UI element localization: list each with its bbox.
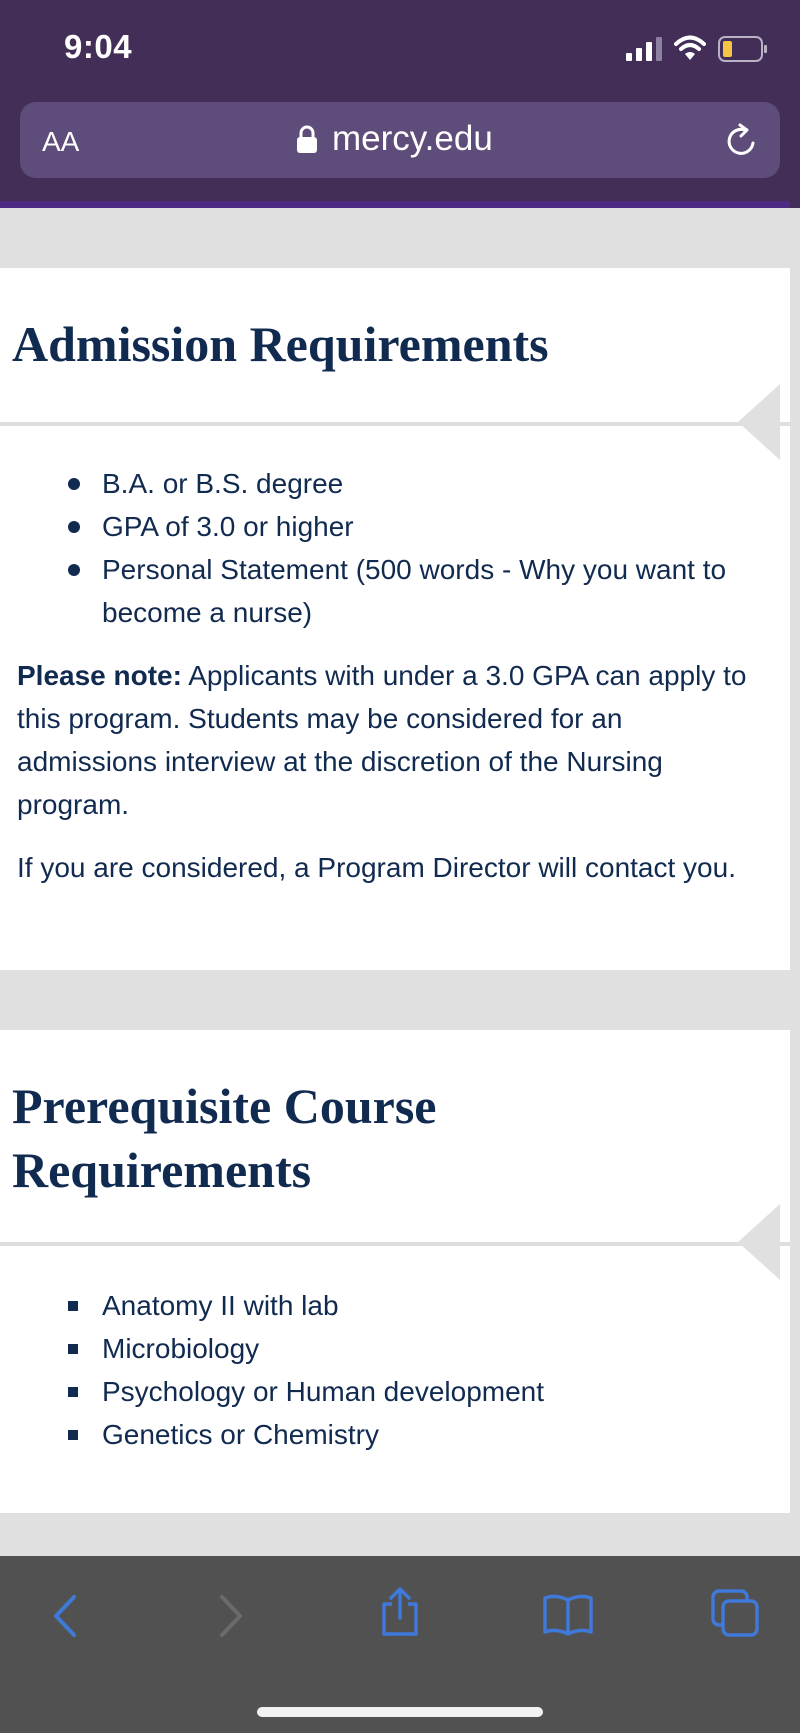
section-divider bbox=[0, 1242, 790, 1246]
share-icon[interactable] bbox=[378, 1586, 422, 1638]
section-pointer bbox=[738, 1204, 780, 1284]
gpa-note bbox=[17, 654, 757, 826]
prerequisites-section bbox=[0, 1030, 790, 1513]
header-accent-line bbox=[0, 201, 790, 208]
tabs-icon[interactable] bbox=[710, 1588, 762, 1640]
status-time: 9:04 bbox=[64, 28, 133, 65]
note-label: Please note: bbox=[17, 660, 182, 691]
contact-note: If you are considered, a Program Director will contact you. bbox=[17, 852, 736, 883]
section-divider bbox=[0, 422, 790, 426]
lock-icon bbox=[296, 124, 318, 154]
list-item: Microbiology bbox=[0, 1327, 742, 1370]
list-item: Anatomy II with lab bbox=[0, 1284, 742, 1327]
reload-icon[interactable] bbox=[723, 122, 761, 160]
forward-icon[interactable] bbox=[216, 1594, 246, 1638]
note-text: Applicants with under a 3.0 GPA can apply to this program. Students may be considered for an admissions interview at the discretion of the Nursing program. bbox=[17, 660, 747, 820]
url-text[interactable]: mercy.edu bbox=[332, 119, 493, 158]
admission-requirements-list bbox=[0, 462, 742, 634]
section-pointer bbox=[738, 384, 780, 464]
home-indicator[interactable] bbox=[257, 1707, 543, 1717]
prerequisites-list bbox=[0, 1284, 742, 1456]
list-item: GPA of 3.0 or higher bbox=[0, 505, 742, 548]
browser-header bbox=[0, 0, 800, 208]
text-size-button[interactable]: AA bbox=[42, 126, 80, 157]
list-item: Psychology or Human development bbox=[0, 1370, 742, 1413]
back-icon[interactable] bbox=[50, 1594, 80, 1638]
bookmarks-icon[interactable] bbox=[542, 1592, 594, 1636]
list-item: B.A. or B.S. degree bbox=[0, 462, 742, 505]
list-item: Personal Statement (500 words - Why you want to become a nurse) bbox=[0, 548, 742, 634]
address-bar[interactable] bbox=[20, 102, 780, 178]
battery-icon bbox=[718, 36, 768, 62]
wifi-icon bbox=[674, 34, 706, 62]
admission-heading: Admission Requirements bbox=[12, 316, 549, 372]
cellular-signal-icon bbox=[626, 37, 666, 61]
prerequisites-heading: Prerequisite Course Requirements bbox=[12, 1078, 437, 1198]
admission-requirements-section bbox=[0, 268, 790, 970]
list-item: Genetics or Chemistry bbox=[0, 1413, 742, 1456]
